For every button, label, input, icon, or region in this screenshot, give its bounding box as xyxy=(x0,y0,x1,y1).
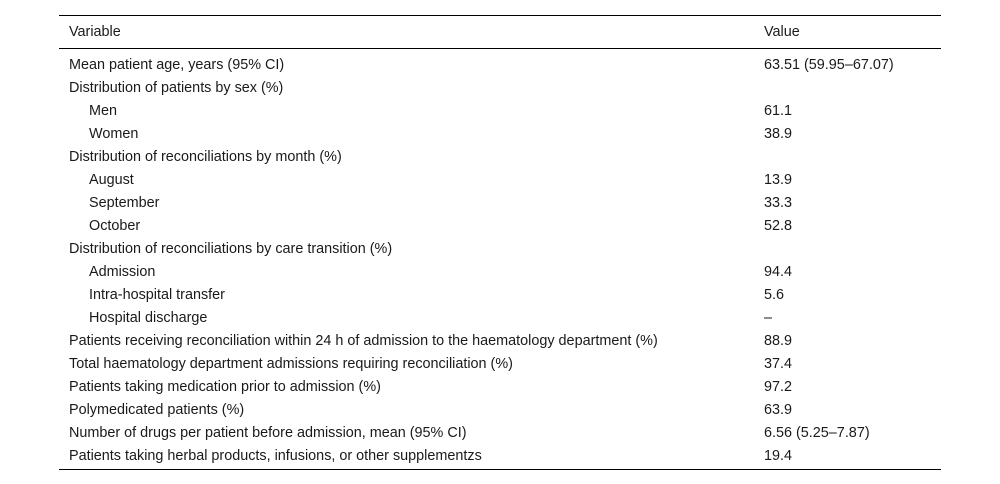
cell-value: 63.51 (59.95–67.07) xyxy=(764,56,894,73)
cell-variable: Men xyxy=(89,102,117,119)
table-row xyxy=(59,260,941,283)
patient-characteristics-table xyxy=(59,15,941,470)
cell-value: 38.9 xyxy=(764,125,793,142)
cell-variable: September xyxy=(89,194,160,211)
cell-value: 37.4 xyxy=(764,355,793,372)
cell-variable: Admission xyxy=(89,263,156,280)
table-row xyxy=(59,237,941,260)
cell-value: 61.1 xyxy=(764,102,793,119)
table-row xyxy=(59,398,941,421)
table-row xyxy=(59,122,941,145)
table-header xyxy=(59,16,941,49)
cell-value: 33.3 xyxy=(764,194,793,211)
cell-variable: Distribution of reconciliations by month (%) xyxy=(69,148,342,165)
cell-variable: Women xyxy=(89,125,139,142)
cell-variable: October xyxy=(89,217,141,234)
cell-value: 13.9 xyxy=(764,171,793,188)
table-row xyxy=(59,329,941,352)
table-row xyxy=(59,191,941,214)
header-value: Value xyxy=(764,24,800,40)
cell-variable: Patients receiving reconciliation within 24 h of admission to the haematology department (%) xyxy=(69,332,658,349)
cell-value: 6.56 (5.25–7.87) xyxy=(764,424,870,441)
header-row xyxy=(59,16,941,49)
cell-value: 52.8 xyxy=(764,217,793,234)
cell-variable: Patients taking medication prior to admission (%) xyxy=(69,378,381,395)
cell-value xyxy=(754,145,941,168)
cell-variable: Mean patient age, years (95% CI) xyxy=(69,56,285,73)
cell-value: 19.4 xyxy=(764,447,793,464)
cell-variable: Total haematology department admissions requiring reconciliation (%) xyxy=(69,355,513,372)
cell-variable: August xyxy=(89,171,134,188)
cell-variable: Number of drugs per patient before admission, mean (95% CI) xyxy=(69,424,467,441)
table-row xyxy=(59,283,941,306)
table-row xyxy=(59,99,941,122)
data-table-container xyxy=(59,15,941,470)
table-row xyxy=(59,76,941,99)
table-row xyxy=(59,214,941,237)
cell-value: 88.9 xyxy=(764,332,793,349)
cell-variable: Distribution of reconciliations by care transition (%) xyxy=(69,240,393,257)
header-variable: Variable xyxy=(69,24,121,40)
table-row xyxy=(59,352,941,375)
cell-variable: Hospital discharge xyxy=(89,309,208,326)
cell-value: 97.2 xyxy=(764,378,793,395)
table-row xyxy=(59,375,941,398)
cell-variable: Distribution of patients by sex (%) xyxy=(69,79,284,96)
table-row xyxy=(59,49,941,77)
cell-value: 63.9 xyxy=(764,401,793,418)
cell-value xyxy=(754,76,941,99)
cell-variable: Patients taking herbal products, infusions, or other supplementzs xyxy=(69,447,482,464)
table-body xyxy=(59,49,941,470)
cell-variable: Intra-hospital transfer xyxy=(89,286,225,303)
table-row xyxy=(59,168,941,191)
cell-value: 5.6 xyxy=(764,286,785,303)
table-row xyxy=(59,306,941,329)
cell-value xyxy=(754,237,941,260)
table-row xyxy=(59,145,941,168)
table-row xyxy=(59,444,941,470)
table-row xyxy=(59,421,941,444)
cell-variable: Polymedicated patients (%) xyxy=(69,401,245,418)
cell-value: – xyxy=(764,309,773,326)
cell-value: 94.4 xyxy=(764,263,793,280)
